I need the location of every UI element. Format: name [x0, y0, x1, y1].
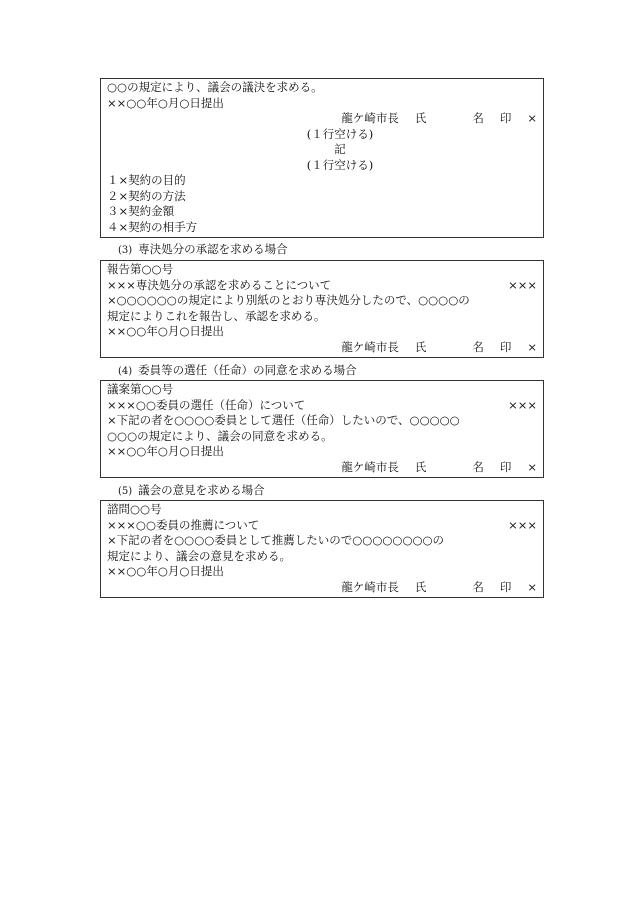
name-given: 名 [472, 111, 484, 125]
subject-line [107, 278, 537, 294]
body-line: ×下記の者を○○○○委員として推薦したいので○○○○○○○○の [107, 533, 445, 547]
subject-text: ×××専決処分の承認を求めることについて [107, 277, 332, 292]
section-number: (3) [118, 245, 133, 256]
seal-mark: 印 [499, 459, 512, 474]
subject-placeholder: ××× [508, 397, 537, 412]
section-number: (5) [118, 486, 133, 497]
contract-item: ４×契約の相手方 [107, 219, 198, 234]
section-title: 委員等の選任（任命）の同意を求める場合 [138, 363, 357, 377]
mayor-title: 龍ケ崎市長 [341, 459, 399, 474]
mayor-title: 龍ケ崎市長 [341, 339, 399, 354]
section-5-heading [118, 482, 265, 498]
subject-line [107, 518, 537, 534]
submission-date: ××○○年○月○日提出 [107, 324, 224, 338]
consent-box [100, 380, 544, 478]
placeholder-x: × [527, 459, 537, 474]
contract-item: １×契約の目的 [107, 173, 186, 187]
placeholder-x: × [527, 111, 537, 125]
section-title: 議会の意見を求める場合 [138, 483, 265, 497]
body-line: ○○○の規定により、議会の同意を求める。 [107, 428, 333, 443]
blank-line-note-2: (１行空ける) [306, 157, 374, 172]
section-3-heading [118, 241, 288, 257]
signature-line [107, 580, 537, 596]
signature-line [107, 340, 537, 356]
subject-text: ×××○○委員の選任（任命）について [107, 397, 306, 412]
section-title: 専決処分の承認を求める場合 [138, 242, 288, 256]
contract-item: ３×契約金額 [107, 204, 175, 218]
mayor-title: 龍ケ崎市長 [341, 579, 399, 594]
subject-placeholder: ××× [508, 277, 537, 292]
proposal-number: 議案第○○号 [107, 382, 174, 396]
seal-mark: 印 [499, 111, 512, 125]
name-given: 名 [472, 579, 484, 594]
body-line: ×下記の者を○○○○委員として選任（任命）したいので、○○○○○ [107, 413, 460, 427]
subject-line [107, 398, 537, 414]
name-surname: 氏 [414, 459, 427, 474]
submission-date: ××○○年○月○日提出 [107, 564, 224, 578]
name-given: 名 [472, 459, 484, 474]
report-box [100, 260, 544, 358]
section-4-heading [118, 362, 357, 378]
seal-mark: 印 [499, 579, 512, 594]
signature-line [107, 460, 537, 476]
body-line: 規定によりこれを報告し、承認を求める。 [107, 308, 326, 323]
submission-date: ××○○年○月○日提出 [107, 444, 224, 458]
body-line: 規定により、議会の意見を求める。 [107, 548, 291, 563]
placeholder-x: × [527, 579, 537, 594]
seal-mark: 印 [499, 339, 512, 354]
submission-date: ××○○年○月○日提出 [107, 95, 224, 110]
inquiry-number: 諮問○○号 [107, 502, 162, 516]
signature-line [107, 111, 537, 127]
contract-proposal-box [100, 78, 544, 238]
subject-text: ×××○○委員の推薦について [107, 517, 260, 532]
regulation-line: ○○の規定により、議会の議決を求める。 [107, 80, 323, 94]
subject-placeholder: ××× [508, 517, 537, 532]
name-given: 名 [472, 339, 484, 354]
name-surname: 氏 [414, 579, 427, 594]
inquiry-box [100, 500, 544, 598]
name-surname: 氏 [414, 111, 427, 125]
body-line: ×○○○○○○の規定により別紙のとおり専決処分したので、○○○○の [107, 293, 470, 307]
ki-heading: 記 [334, 142, 346, 156]
mayor-title: 龍ケ崎市長 [341, 111, 399, 125]
name-surname: 氏 [414, 339, 427, 354]
report-number: 報告第○○号 [107, 262, 174, 276]
blank-line-note-1: (１行空ける) [306, 126, 374, 141]
placeholder-x: × [527, 339, 537, 354]
contract-item: ２×契約の方法 [107, 188, 186, 203]
section-number: (4) [118, 366, 133, 377]
